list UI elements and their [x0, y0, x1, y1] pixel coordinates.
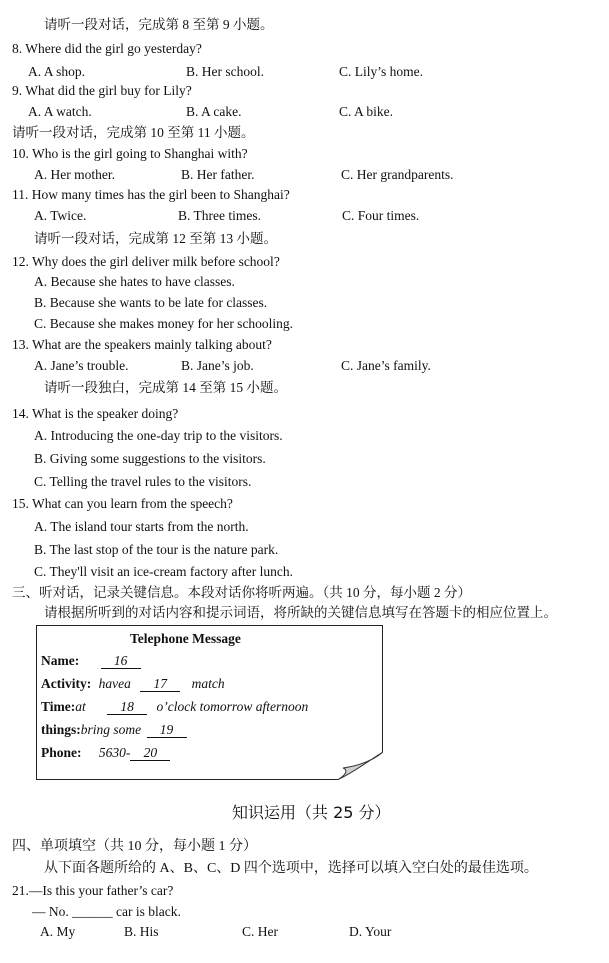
time-row — [41, 698, 308, 716]
section-title: 知识运用（共 25 分） — [232, 803, 391, 822]
time-label: Time: — [41, 699, 76, 714]
time-suffix: o’clock tomorrow afternoon — [156, 699, 309, 714]
option-10b: B. Her father. — [181, 167, 255, 182]
activity-prefix: havea — [98, 676, 131, 691]
question-14: 14. What is the speaker doing? — [12, 406, 179, 421]
option-12a: A. Because she hates to have classes. — [34, 274, 235, 289]
phone-prefix: 5630- — [98, 745, 131, 760]
blank-19: 19 — [147, 722, 187, 738]
question-10: 10. Who is the girl going to Shanghai with? — [12, 146, 248, 161]
option-11c: C. Four times. — [342, 208, 420, 223]
option-8a: A. A shop. — [28, 64, 86, 79]
blank-16: 16 — [101, 653, 141, 669]
instruction-8-9: 请听一段对话，完成第 8 至第 9 小题。 — [44, 17, 274, 32]
option-11b: B. Three times. — [178, 208, 261, 223]
phone-label: Phone: — [41, 745, 82, 760]
question-9: 9. What did the girl buy for Lily? — [12, 83, 192, 98]
message-title: Telephone Message — [130, 631, 241, 646]
option-15c: C. They'll visit an ice-cream factory after lunch. — [34, 564, 293, 579]
option-11a: A. Twice. — [34, 208, 87, 223]
things-prefix: bring some — [80, 722, 142, 737]
time-prefix: at — [75, 699, 86, 714]
blank-20: 20 — [130, 745, 170, 761]
option-10c: C. Her grandparents. — [341, 167, 454, 182]
page-curl-icon — [337, 752, 383, 780]
things-label: things: — [41, 722, 81, 737]
blank-18: 18 — [107, 699, 147, 715]
phone-row — [41, 744, 170, 762]
instruction-10-11: 请听一段对话，完成第 10 至第 11 小题。 — [12, 125, 255, 140]
activity-label: Activity: — [41, 676, 92, 691]
option-14c: C. Telling the travel rules to the visitors. — [34, 474, 252, 489]
question-12: 12. Why does the girl deliver milk before school? — [12, 254, 280, 269]
option-21d: D. Your — [349, 924, 392, 939]
option-12c: C. Because she makes money for her schooling. — [34, 316, 294, 331]
option-15a: A. The island tour starts from the north. — [34, 519, 249, 534]
question-15: 15. What can you learn from the speech? — [12, 496, 233, 511]
option-15b: B. The last stop of the tour is the nature park. — [34, 542, 279, 557]
option-8c: C. Lily’s home. — [339, 64, 423, 79]
option-13c: C. Jane’s family. — [341, 358, 431, 373]
option-12b: B. Because she wants to be late for classes. — [34, 295, 268, 310]
option-8b: B. Her school. — [186, 64, 264, 79]
question-13: 13. What are the speakers mainly talking about? — [12, 337, 272, 352]
part4-instruction: 从下面各题所给的 A、B、C、D 四个选项中，选择可以填入空白处的最佳选项。 — [44, 861, 538, 876]
question-8: 8. Where did the girl go yesterday? — [12, 41, 202, 56]
name-label: Name: — [41, 653, 80, 668]
option-13b: B. Jane’s job. — [181, 358, 254, 373]
things-row — [41, 721, 187, 739]
activity-suffix: match — [191, 676, 225, 691]
telephone-message-card — [36, 625, 383, 780]
part3-instruction: 请根据所听到的对话内容和提示词语，将所缺的关键信息填写在答题卡的相应位置上。 — [44, 605, 557, 620]
name-row — [41, 652, 141, 670]
instruction-12-13: 请听一段对话，完成第 12 至第 13 小题。 — [34, 231, 277, 246]
option-9b: B. A cake. — [186, 104, 242, 119]
option-14b: B. Giving some suggestions to the visitors. — [34, 451, 266, 466]
option-9a: A. A watch. — [28, 104, 92, 119]
option-21c: C. Her — [242, 924, 278, 939]
option-13a: A. Jane’s trouble. — [34, 358, 129, 373]
activity-row — [41, 675, 225, 693]
part4-heading: 四、单项填空（共 10 分，每小题 1 分） — [12, 839, 257, 854]
option-10a: A. Her mother. — [34, 167, 115, 182]
blank-17: 17 — [140, 676, 180, 692]
question-21-reply: — No. ______ car is black. — [32, 904, 181, 919]
option-21b: B. His — [124, 924, 159, 939]
option-9c: C. A bike. — [339, 104, 394, 119]
question-21: 21.—Is this your father’s car? — [12, 883, 174, 898]
option-21a: A. My — [40, 924, 76, 939]
instruction-14-15: 请听一段独白，完成第 14 至第 15 小题。 — [44, 380, 287, 395]
part3-heading: 三、听对话，记录关键信息。本段对话你将听两遍。（共 10 分，每小题 2 分） — [12, 585, 471, 600]
option-14a: A. Introducing the one-day trip to the visitors. — [34, 428, 283, 443]
question-11: 11. How many times has the girl been to Shanghai? — [12, 187, 290, 202]
